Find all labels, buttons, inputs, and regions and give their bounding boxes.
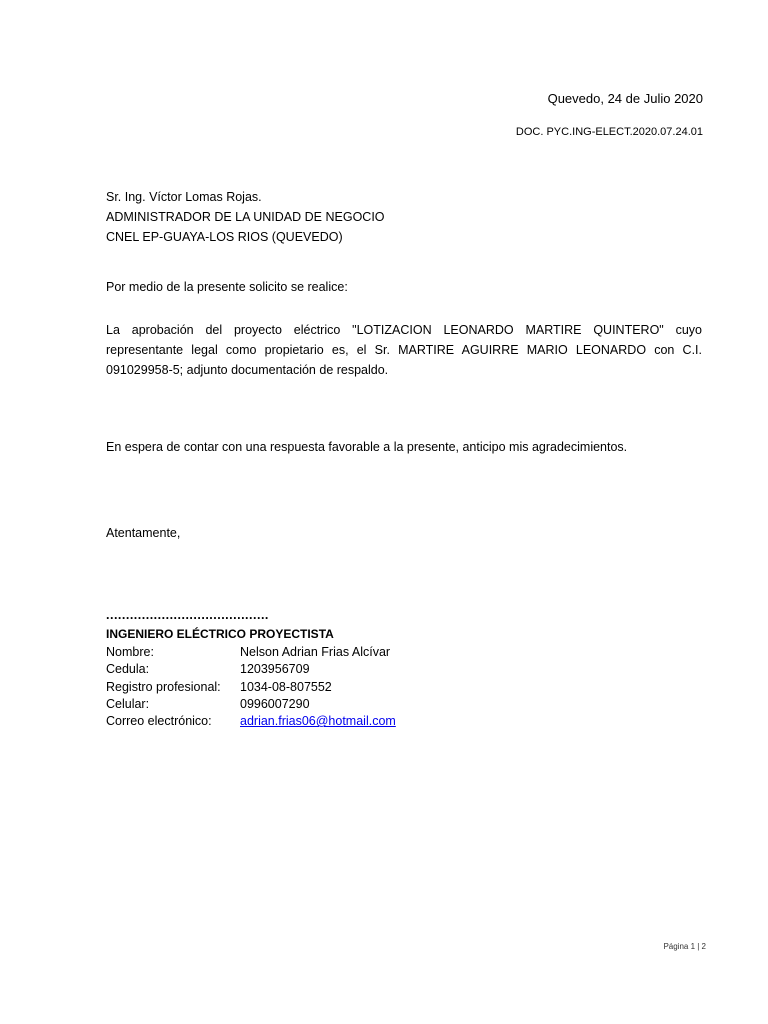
info-row-celular	[106, 696, 396, 713]
info-value: 0996007290	[240, 696, 310, 711]
intro-line: Por medio de la presente solicito se realice:	[106, 280, 348, 294]
info-row-cedula	[106, 661, 396, 678]
email-link[interactable]: adrian.frias06@hotmail.com	[240, 714, 396, 729]
recipient-block	[106, 187, 385, 247]
signer-title: INGENIERO ELÉCTRICO PROYECTISTA	[106, 627, 334, 641]
signer-info-table	[106, 644, 396, 730]
salutation: Atentamente,	[106, 526, 181, 540]
recipient-organization: CNEL EP-GUAYA-LOS RIOS (QUEVEDO)	[106, 230, 343, 244]
email-cell	[240, 713, 396, 730]
info-label: Correo electrónico:	[106, 714, 212, 729]
signature-line: .........................................	[106, 608, 269, 622]
info-label: Cedula:	[106, 662, 150, 677]
info-value: 1034-08-807552	[240, 679, 332, 694]
closing-paragraph: En espera de contar con una respuesta favorable a la presente, anticipo mis agradecimientos.	[106, 440, 628, 454]
document-reference: DOC. PYC.ING-ELECT.2020.07.24.01	[515, 126, 703, 138]
info-label: Celular:	[106, 696, 150, 711]
recipient-name: Sr. Ing. Víctor Lomas Rojas.	[106, 190, 262, 204]
info-label: Nombre:	[106, 645, 154, 659]
info-row-registro	[106, 679, 396, 696]
date-line: Quevedo, 24 de Julio 2020	[547, 91, 703, 106]
recipient-position: ADMINISTRADOR DE LA UNIDAD DE NEGOCIO	[106, 210, 385, 224]
info-label: Registro profesional:	[106, 679, 221, 694]
info-row-name	[106, 644, 396, 661]
info-value: 1203956709	[240, 662, 310, 677]
request-paragraph: La aprobación del proyecto eléctrico "LOTIZACION LEONARDO MARTIRE QUINTERO" cuyo representante legal como propietario es, el Sr. MARTIRE AGUIRRE MARIO LEONARDO con C.I. 091029958-5; adjunto documentación de respaldo.	[106, 323, 702, 377]
page-number: Página 1 | 2	[663, 942, 706, 951]
info-row-email	[106, 713, 396, 730]
info-value: Nelson Adrian Frias Alcívar	[240, 645, 391, 659]
